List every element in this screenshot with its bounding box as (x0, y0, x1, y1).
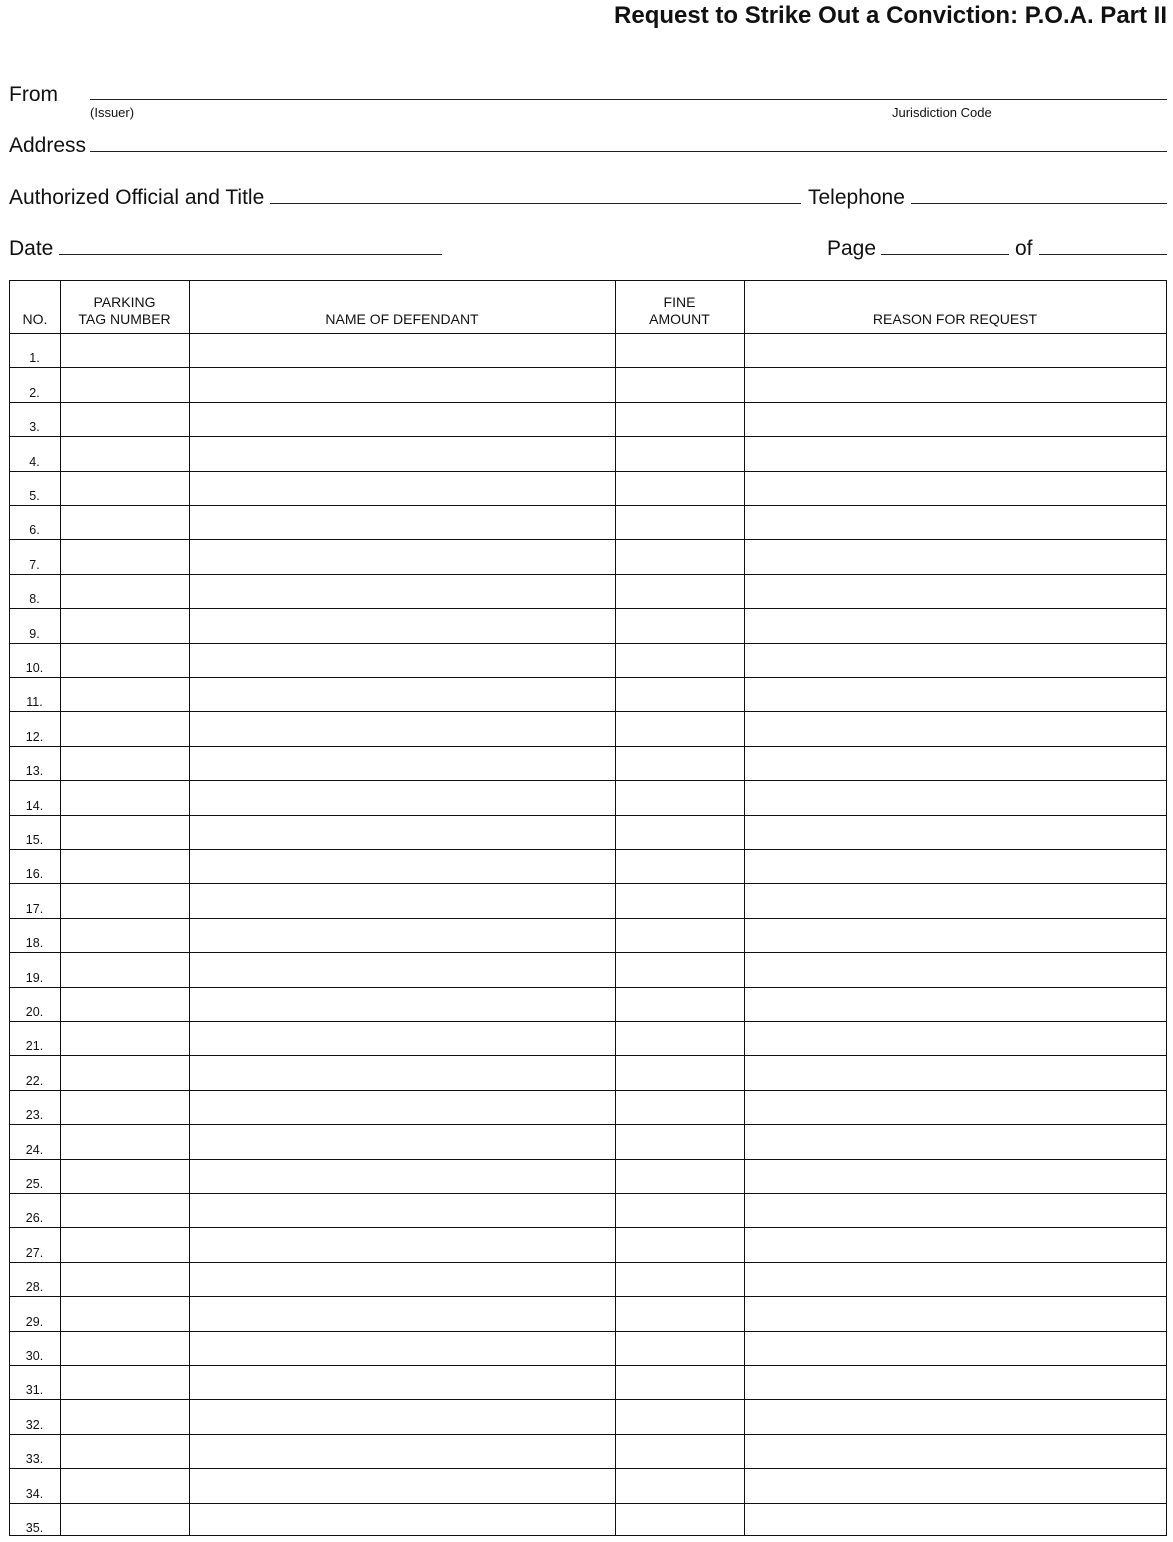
row-number: 26. (25, 1211, 44, 1226)
row-number: 19. (25, 970, 44, 985)
table-row (10, 471, 1166, 505)
table-row (10, 815, 1166, 849)
reason-cell[interactable] (746, 817, 1165, 848)
official-label: Authorized Official and Title (9, 186, 265, 209)
reason-cell[interactable] (746, 748, 1165, 779)
defendant-name-cell[interactable] (191, 1126, 614, 1157)
fine-amount-cell[interactable] (617, 1264, 743, 1295)
reason-cell[interactable] (746, 1436, 1165, 1467)
parking-tag-cell[interactable] (62, 1092, 188, 1123)
parking-tag-cell[interactable] (62, 954, 188, 985)
reason-cell[interactable] (746, 369, 1165, 400)
table-row (10, 1262, 1166, 1296)
defendant-name-cell[interactable] (191, 1229, 614, 1260)
reason-cell[interactable] (746, 1126, 1165, 1157)
reason-cell[interactable] (746, 1023, 1165, 1054)
row-number: 30. (25, 1348, 44, 1363)
defendant-name-cell[interactable] (191, 748, 614, 779)
row-number: 33. (25, 1452, 44, 1467)
table-row (10, 367, 1166, 401)
fine-amount-cell[interactable] (617, 1470, 743, 1501)
fine-amount-cell[interactable] (617, 1436, 743, 1467)
reason-cell[interactable] (746, 713, 1165, 744)
table-row (10, 643, 1166, 677)
header-reason-line1 (744, 294, 1166, 311)
defendant-name-cell[interactable] (191, 438, 614, 469)
row-number: 1. (29, 351, 40, 366)
row-number: 23. (25, 1108, 44, 1123)
row-number: 14. (25, 798, 44, 813)
row-number: 13. (25, 764, 44, 779)
fine-amount-cell[interactable] (617, 713, 743, 744)
fine-amount-cell[interactable] (617, 679, 743, 710)
reason-cell[interactable] (746, 1298, 1165, 1329)
page-total-field[interactable] (1039, 254, 1167, 255)
table-row (10, 746, 1166, 780)
defendant-name-cell[interactable] (191, 1470, 614, 1501)
reason-cell[interactable] (746, 1333, 1165, 1364)
reason-cell[interactable] (746, 576, 1165, 607)
fine-amount-cell[interactable] (617, 507, 743, 538)
reason-cell[interactable] (746, 1092, 1165, 1123)
reason-cell[interactable] (746, 885, 1165, 916)
fine-amount-cell[interactable] (617, 404, 743, 435)
row-number: 34. (25, 1486, 44, 1501)
table-row (10, 1124, 1166, 1158)
defendant-name-cell[interactable] (191, 1298, 614, 1329)
row-number: 35. (25, 1520, 44, 1535)
parking-tag-cell[interactable] (62, 1126, 188, 1157)
row-number: 21. (25, 1039, 44, 1054)
fine-amount-cell[interactable] (617, 1401, 743, 1432)
header-no-line1 (10, 294, 60, 311)
defendant-name-cell[interactable] (191, 989, 614, 1020)
reason-cell[interactable] (746, 989, 1165, 1020)
table-row (10, 677, 1166, 711)
defendant-name-cell[interactable] (191, 954, 614, 985)
parking-tag-cell[interactable] (62, 1401, 188, 1432)
reason-cell[interactable] (746, 679, 1165, 710)
row-number: 6. (29, 523, 40, 538)
parking-tag-cell[interactable] (62, 369, 188, 400)
fine-amount-cell[interactable] (617, 645, 743, 676)
row-number: 16. (25, 867, 44, 882)
defendant-name-cell[interactable] (191, 404, 614, 435)
defendant-name-cell[interactable] (191, 1401, 614, 1432)
reason-cell[interactable] (746, 335, 1165, 366)
parking-tag-cell[interactable] (62, 541, 188, 572)
defendant-name-cell[interactable] (191, 1092, 614, 1123)
table-row (10, 539, 1166, 573)
fine-amount-cell[interactable] (617, 610, 743, 641)
header-no (10, 294, 60, 328)
form-title: Request to Strike Out a Conviction: P.O.A. Part II (614, 2, 1167, 29)
fine-amount-cell[interactable] (617, 1333, 743, 1364)
fine-amount-cell[interactable] (617, 335, 743, 366)
fine-amount-cell[interactable] (617, 541, 743, 572)
table-row (10, 1365, 1166, 1399)
row-number: 17. (25, 901, 44, 916)
defendant-name-cell[interactable] (191, 473, 614, 504)
row-number: 25. (25, 1176, 44, 1191)
parking-tag-cell[interactable] (62, 679, 188, 710)
defendant-name-cell[interactable] (191, 335, 614, 366)
table-row (10, 608, 1166, 642)
row-number: 4. (29, 454, 40, 469)
parking-tag-cell[interactable] (62, 782, 188, 813)
reason-cell[interactable] (746, 610, 1165, 641)
address-field[interactable] (90, 151, 1167, 152)
fine-amount-cell[interactable] (617, 1161, 743, 1192)
defendant-name-cell[interactable] (191, 920, 614, 951)
reason-cell[interactable] (746, 404, 1165, 435)
header-reason (744, 294, 1166, 328)
parking-tag-cell[interactable] (62, 1264, 188, 1295)
parking-tag-cell[interactable] (62, 989, 188, 1020)
reason-cell[interactable] (746, 438, 1165, 469)
header-fine-amount-line2: AMOUNT (649, 311, 710, 327)
defendant-name-cell[interactable] (191, 851, 614, 882)
defendant-name-cell[interactable] (191, 1161, 614, 1192)
jurisdiction-code-caption: Jurisdiction Code (892, 105, 992, 120)
fine-amount-cell[interactable] (617, 1505, 743, 1536)
parking-tag-cell[interactable] (62, 713, 188, 744)
fine-amount-cell[interactable] (617, 885, 743, 916)
parking-tag-cell[interactable] (62, 1470, 188, 1501)
fine-amount-cell[interactable] (617, 989, 743, 1020)
defendant-name-cell[interactable] (191, 817, 614, 848)
parking-tag-cell[interactable] (62, 920, 188, 951)
fine-amount-cell[interactable] (617, 1057, 743, 1088)
reason-cell[interactable] (746, 1367, 1165, 1398)
row-number: 28. (25, 1280, 44, 1295)
header-fine-amount (615, 294, 744, 328)
row-number: 12. (25, 729, 44, 744)
parking-tag-cell[interactable] (62, 1057, 188, 1088)
row-number: 20. (25, 1004, 44, 1019)
parking-tag-cell[interactable] (62, 1505, 188, 1536)
defendant-name-cell[interactable] (191, 713, 614, 744)
table-row (10, 952, 1166, 986)
telephone-label: Telephone (808, 186, 905, 209)
defendant-name-cell[interactable] (191, 1367, 614, 1398)
parking-tag-cell[interactable] (62, 1229, 188, 1260)
reason-cell[interactable] (746, 1401, 1165, 1432)
row-number: 32. (25, 1417, 44, 1432)
row-number: 3. (29, 420, 40, 435)
reason-cell[interactable] (746, 541, 1165, 572)
row-number: 15. (25, 832, 44, 847)
defendant-name-cell[interactable] (191, 782, 614, 813)
reason-cell[interactable] (746, 1195, 1165, 1226)
defendant-name-cell[interactable] (191, 576, 614, 607)
reason-cell[interactable] (746, 920, 1165, 951)
defendant-name-cell[interactable] (191, 507, 614, 538)
address-label: Address (9, 134, 87, 157)
row-number: 18. (25, 936, 44, 951)
row-number: 9. (29, 626, 40, 641)
table-row (10, 1331, 1166, 1365)
row-number: 5. (29, 488, 40, 503)
table-row (10, 574, 1166, 608)
parking-tag-cell[interactable] (62, 1023, 188, 1054)
fine-amount-cell[interactable] (617, 748, 743, 779)
from-label: From (9, 83, 58, 106)
table-row (10, 1296, 1166, 1330)
reason-cell[interactable] (746, 1057, 1165, 1088)
fine-amount-cell[interactable] (617, 851, 743, 882)
parking-tag-cell[interactable] (62, 748, 188, 779)
issuer-caption: (Issuer) (90, 105, 135, 120)
reason-cell[interactable] (746, 645, 1165, 676)
header-no-line2: NO. (22, 311, 48, 327)
table-row (10, 505, 1166, 539)
fine-amount-cell[interactable] (617, 1298, 743, 1329)
header-defendant-name-line1 (189, 294, 615, 311)
defendant-name-cell[interactable] (191, 369, 614, 400)
parking-tag-cell[interactable] (62, 576, 188, 607)
of-label: of (1015, 237, 1033, 260)
defendant-name-cell[interactable] (191, 610, 614, 641)
parking-tag-cell[interactable] (62, 473, 188, 504)
row-number: 10. (25, 660, 44, 675)
table-row (10, 1503, 1166, 1537)
table-row (10, 1434, 1166, 1468)
table-row (10, 780, 1166, 814)
parking-tag-cell[interactable] (62, 1333, 188, 1364)
defendant-name-cell[interactable] (191, 1264, 614, 1295)
parking-tag-cell[interactable] (62, 1436, 188, 1467)
reason-cell[interactable] (746, 1470, 1165, 1501)
fine-amount-cell[interactable] (617, 438, 743, 469)
fine-amount-cell[interactable] (617, 1367, 743, 1398)
page-label: Page (827, 237, 877, 260)
header-parking-tag (60, 294, 189, 328)
reason-cell[interactable] (746, 473, 1165, 504)
reason-cell[interactable] (746, 507, 1165, 538)
fine-amount-cell[interactable] (617, 1126, 743, 1157)
row-number: 29. (25, 1314, 44, 1329)
fine-amount-cell[interactable] (617, 920, 743, 951)
fine-amount-cell[interactable] (617, 782, 743, 813)
reason-cell[interactable] (746, 1161, 1165, 1192)
parking-tag-cell[interactable] (62, 851, 188, 882)
defendant-name-cell[interactable] (191, 679, 614, 710)
header-defendant-name-line2: NAME OF DEFENDANT (325, 311, 479, 327)
row-number: 31. (25, 1383, 44, 1398)
reason-cell[interactable] (746, 851, 1165, 882)
parking-tag-cell[interactable] (62, 438, 188, 469)
reason-cell[interactable] (746, 782, 1165, 813)
reason-cell[interactable] (746, 954, 1165, 985)
row-number: 11. (26, 695, 43, 710)
table-row (10, 1468, 1166, 1502)
parking-tag-cell[interactable] (62, 1367, 188, 1398)
parking-tag-cell[interactable] (62, 885, 188, 916)
header-parking-tag-line1: PARKING (93, 294, 156, 310)
parking-tag-cell[interactable] (62, 610, 188, 641)
fine-amount-cell[interactable] (617, 369, 743, 400)
table-row (10, 1090, 1166, 1124)
row-number: 2. (29, 385, 40, 400)
row-number: 8. (29, 592, 40, 607)
parking-tag-cell[interactable] (62, 507, 188, 538)
fine-amount-cell[interactable] (617, 1023, 743, 1054)
parking-tag-cell[interactable] (62, 1298, 188, 1329)
table-row (10, 918, 1166, 952)
table-row (10, 711, 1166, 745)
header-reason-line2: REASON FOR REQUEST (872, 311, 1038, 327)
table-row (10, 1021, 1166, 1055)
date-field[interactable] (59, 254, 442, 255)
telephone-field[interactable] (911, 203, 1167, 204)
row-number: 7. (29, 557, 40, 572)
table-row (10, 333, 1166, 367)
defendant-name-cell[interactable] (191, 1057, 614, 1088)
parking-tag-cell[interactable] (62, 1195, 188, 1226)
fine-amount-cell[interactable] (617, 1229, 743, 1260)
reason-cell[interactable] (746, 1264, 1165, 1295)
parking-tag-cell[interactable] (62, 645, 188, 676)
table-row (10, 883, 1166, 917)
parking-tag-cell[interactable] (62, 335, 188, 366)
defendant-name-cell[interactable] (191, 1333, 614, 1364)
header-parking-tag-line2: TAG NUMBER (78, 311, 171, 327)
reason-cell[interactable] (746, 1505, 1165, 1536)
table-row (10, 1193, 1166, 1227)
fine-amount-cell[interactable] (617, 576, 743, 607)
date-label: Date (9, 237, 54, 260)
fine-amount-cell[interactable] (617, 1195, 743, 1226)
row-number: 22. (25, 1073, 44, 1088)
fine-amount-cell[interactable] (617, 954, 743, 985)
table-row (10, 1055, 1166, 1089)
from-field[interactable] (90, 99, 1167, 100)
entries-table (9, 280, 1167, 1536)
parking-tag-cell[interactable] (62, 404, 188, 435)
table-row (10, 1159, 1166, 1193)
page-field[interactable] (881, 254, 1009, 255)
table-row (10, 987, 1166, 1021)
header-fine-amount-line1: FINE (663, 294, 696, 310)
table-row (10, 1399, 1166, 1433)
defendant-name-cell[interactable] (191, 1195, 614, 1226)
defendant-name-cell[interactable] (191, 1505, 614, 1536)
defendant-name-cell[interactable] (191, 541, 614, 572)
table-row (10, 436, 1166, 470)
fine-amount-cell[interactable] (617, 1092, 743, 1123)
table-row (10, 849, 1166, 883)
table-row (10, 402, 1166, 436)
header-defendant-name (189, 294, 615, 328)
defendant-name-cell[interactable] (191, 1436, 614, 1467)
defendant-name-cell[interactable] (191, 1023, 614, 1054)
defendant-name-cell[interactable] (191, 885, 614, 916)
defendant-name-cell[interactable] (191, 645, 614, 676)
reason-cell[interactable] (746, 1229, 1165, 1260)
fine-amount-cell[interactable] (617, 473, 743, 504)
official-field[interactable] (270, 203, 801, 204)
parking-tag-cell[interactable] (62, 817, 188, 848)
table-row (10, 1227, 1166, 1261)
parking-tag-cell[interactable] (62, 1161, 188, 1192)
row-number: 24. (25, 1142, 44, 1157)
row-number: 27. (25, 1245, 44, 1260)
fine-amount-cell[interactable] (617, 817, 743, 848)
